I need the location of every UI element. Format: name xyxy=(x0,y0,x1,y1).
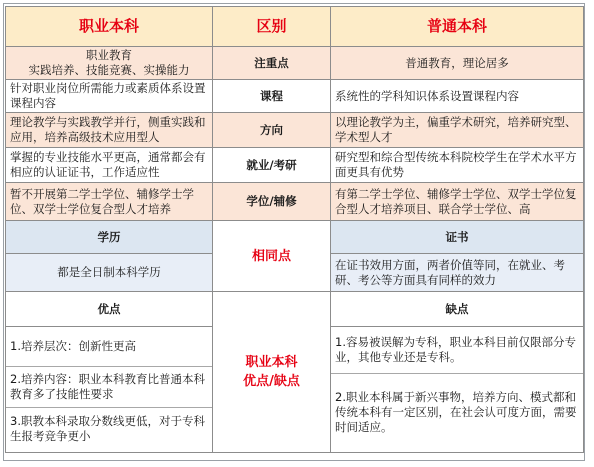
row-direction-right: 以理论教学为主，偏重学术研究，培养研究型、学术型人才 xyxy=(331,113,584,148)
pros-list xyxy=(6,327,213,453)
pros-head: 优点 xyxy=(6,292,213,327)
comparison-table xyxy=(5,6,584,453)
row-course-right: 系统性的学科知识体系设置课程内容 xyxy=(331,80,584,113)
table-row xyxy=(6,47,584,80)
header-difference: 区别 xyxy=(213,7,331,47)
row-degree-right-text: 有第二学士学位、辅修学士学位、双学士学位复合型人才培养项目、联合学士学位、高 xyxy=(335,186,577,216)
cons-item: 2.职业本科属于新兴事物，培养方向、模式都和传统本科有一定区别，在社会认可度方面，需要时间适应。 xyxy=(335,389,577,434)
pros-item: 2.培养内容：职业本科教育比普通本科教育多了技能性要求 xyxy=(6,367,212,408)
similarities-head-row xyxy=(6,221,584,254)
pros-cons-head-row xyxy=(6,292,584,327)
row-focus-key: 注重点 xyxy=(213,47,331,80)
similarity-certificate-head: 证书 xyxy=(331,221,584,254)
row-degree-left xyxy=(6,183,213,221)
row-employment-right: 研究型和综合型传统本科院校学生在学术水平方面更具有优势 xyxy=(331,148,584,183)
pros-cons-label-line2: 优点/缺点 xyxy=(243,374,300,389)
table-row xyxy=(6,183,584,221)
row-employment-key: 就业/考研 xyxy=(213,148,331,183)
row-employment-left xyxy=(6,148,213,183)
pros-item: 3.职教本科录取分数线更低，对于专科生报考竞争更小 xyxy=(10,413,205,443)
header-vocational-undergrad: 职业本科 xyxy=(6,7,213,47)
cons-head: 缺点 xyxy=(331,292,584,327)
row-degree-left-text: 暂不开展第二学士学位、辅修学士学位、双学士学位复合型人才培养 xyxy=(10,186,194,216)
pros-cons-label xyxy=(213,292,331,453)
table-row xyxy=(6,80,584,113)
row-degree-key: 学位/辅修 xyxy=(213,183,331,221)
table-row xyxy=(6,148,584,183)
pros-cons-label-line1: 职业本科 xyxy=(245,355,298,370)
row-degree-right xyxy=(331,183,584,221)
row-employment-left-text: 掌握的专业技能水平更高，通常都会有相应的认证证书，工作适应性 xyxy=(10,150,206,179)
row-course-key: 课程 xyxy=(213,80,331,113)
table-header-row xyxy=(6,7,584,47)
table-row xyxy=(6,113,584,148)
row-focus-right: 普通教育，理论居多 xyxy=(331,47,584,80)
similarities-label: 相同点 xyxy=(213,221,331,292)
cons-item: 1.容易被误解为专科，职业本科目前仅限部分专业，其他专业还是专科。 xyxy=(331,327,583,374)
row-direction-left-text: 理论教学与实践教学并行，侧重实践和应用，培养高级技术应用型人 xyxy=(10,115,206,144)
cons-list xyxy=(331,327,584,453)
header-regular-undergrad: 普通本科 xyxy=(331,7,584,47)
similarity-education-text: 都是全日制本科学历 xyxy=(6,254,213,292)
pros-item: 1.培养层次：创新性更高 xyxy=(6,327,212,367)
row-focus-left: 职业教育 实践培养、技能竞赛、实操能力 xyxy=(6,47,213,80)
row-direction-left xyxy=(6,113,213,148)
row-course-left: 针对职业岗位所需能力或素质体系设置课程内容 xyxy=(6,80,213,113)
row-direction-key: 方向 xyxy=(213,113,331,148)
similarity-certificate-text: 在证书效用方面，两者价值等同，在就业、考研、考公等方面具有同样的效力 xyxy=(331,254,584,292)
similarity-education-head: 学历 xyxy=(6,221,213,254)
